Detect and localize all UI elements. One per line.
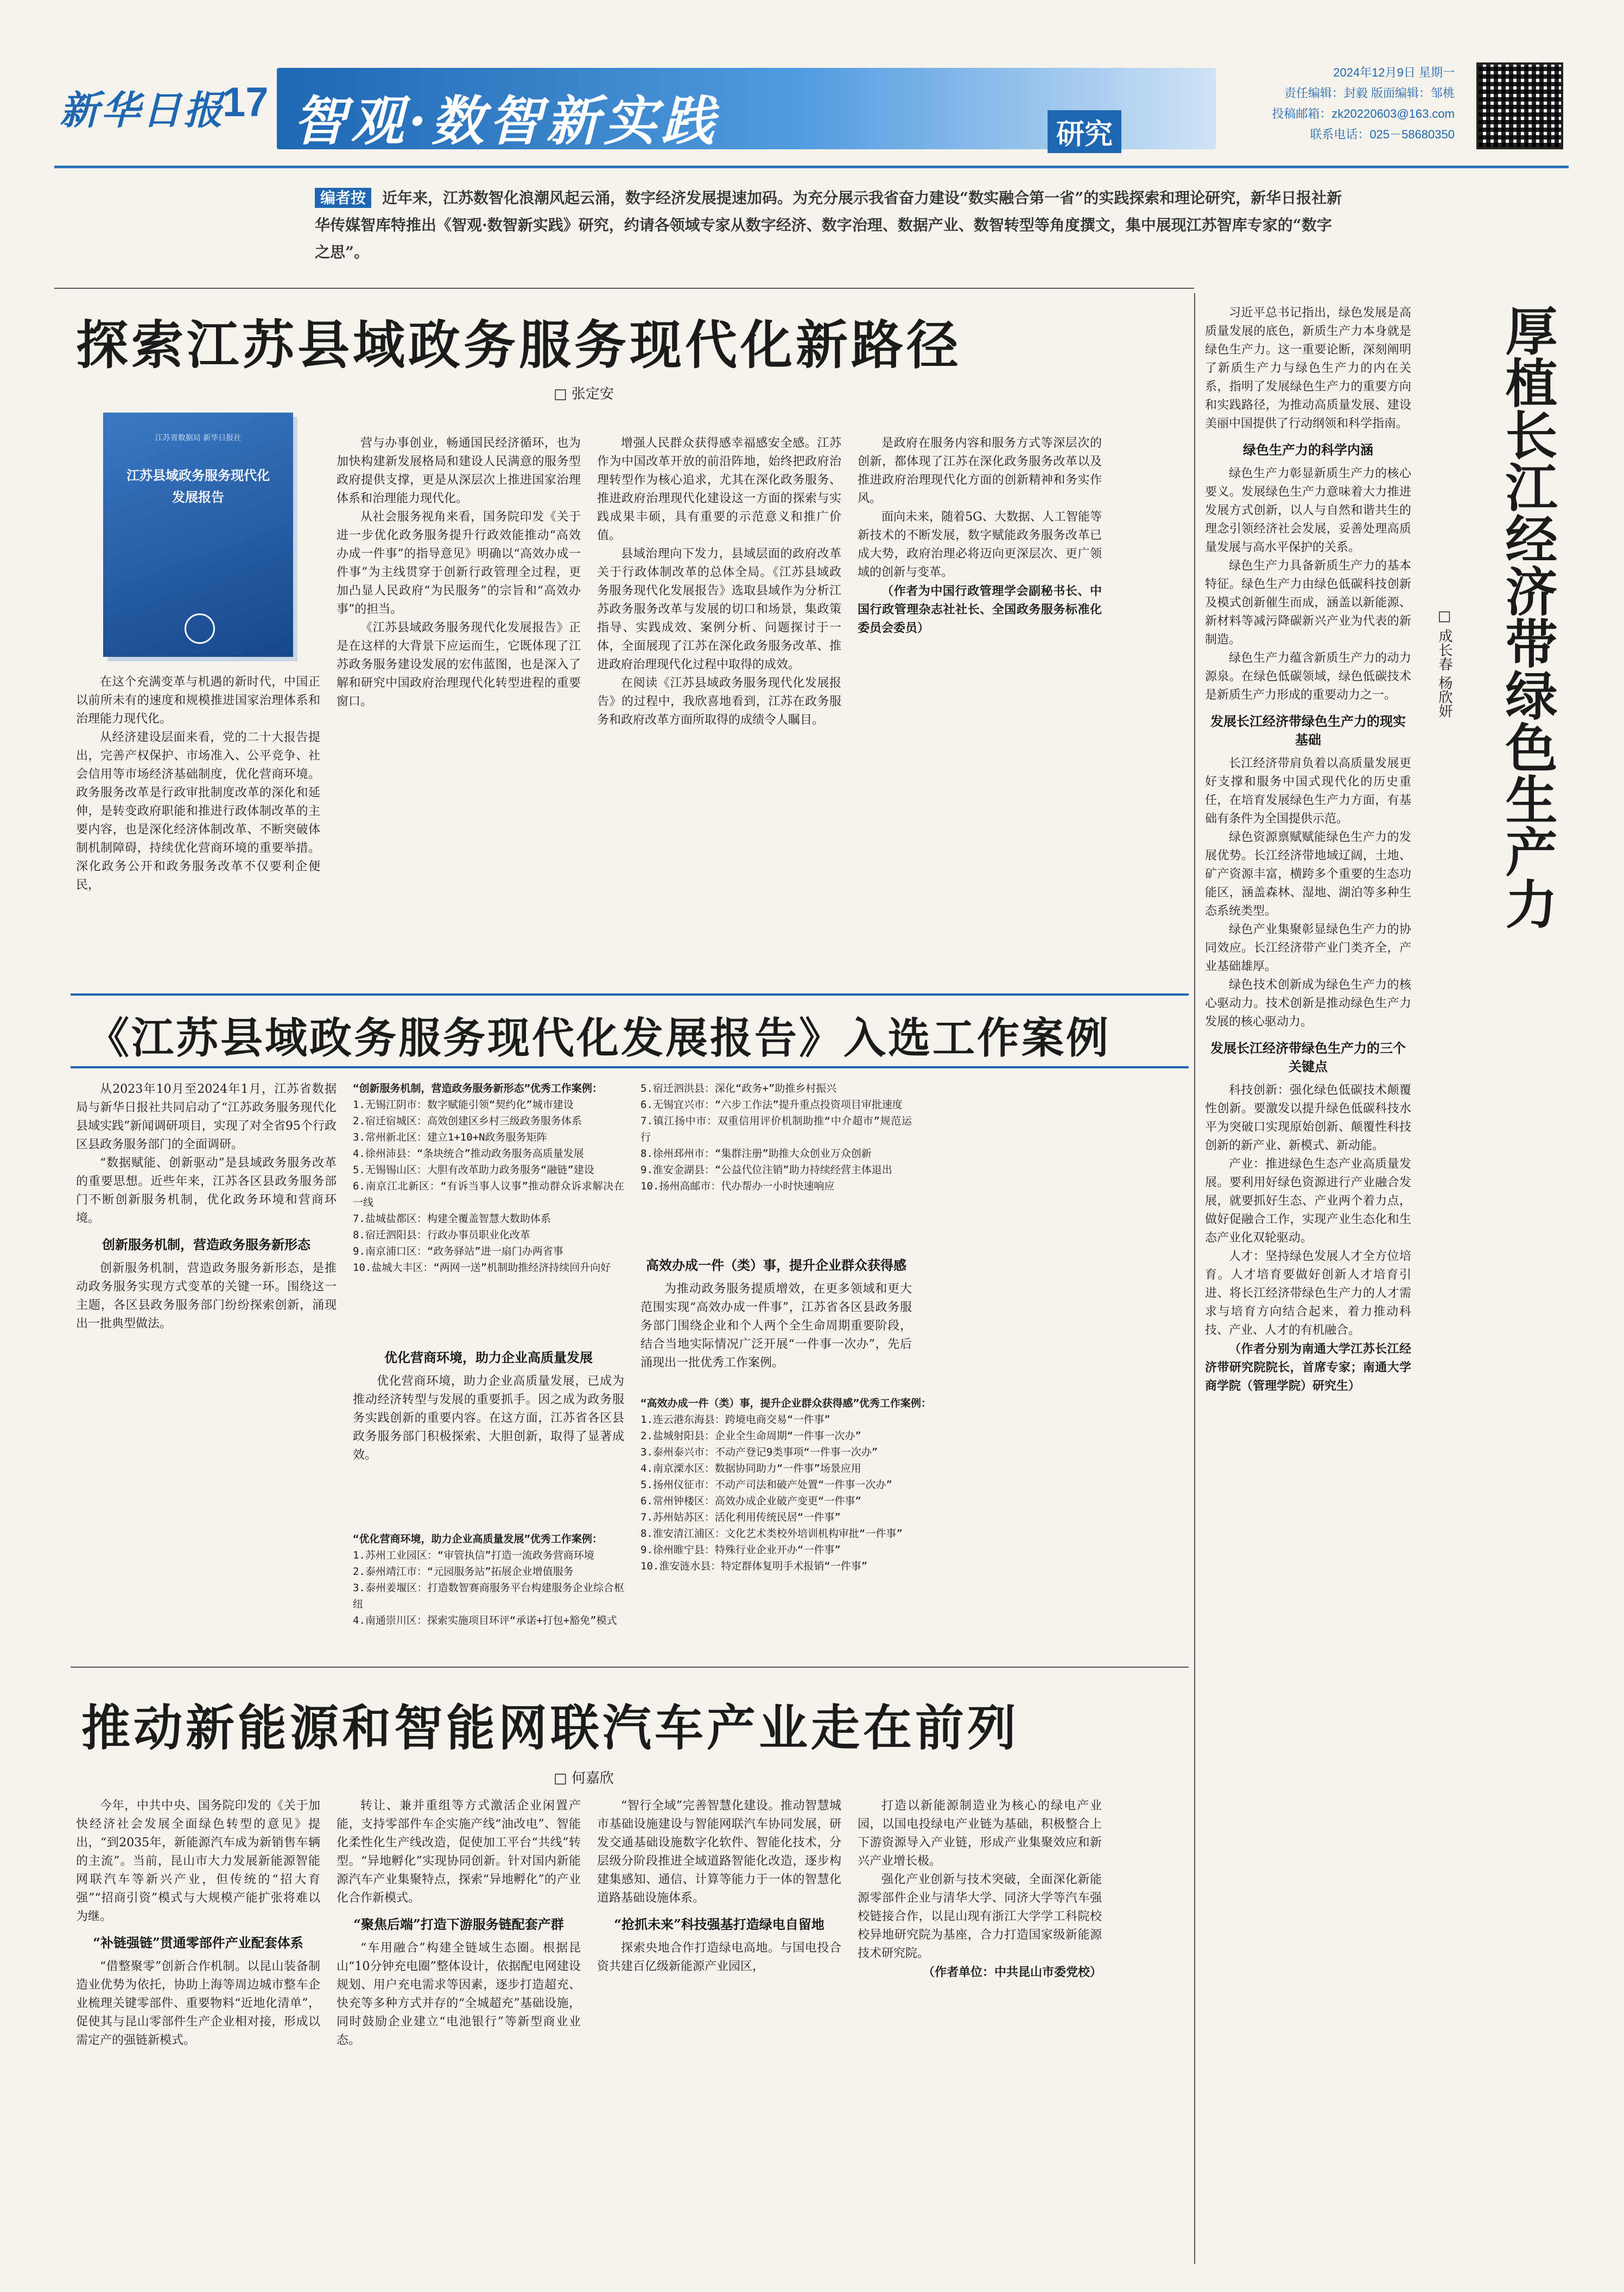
- article3-col2: 转让、兼并重组等方式激活企业闲置产能，支持零部件车企实施产线“油改电”、智能化柔性化生产线改造，促使加工平台“共线”转型。“异地孵化”实现协同创新。针对国内新能源汽车产业集聚特点，探索“异地孵化”的产业化合作新模式。 “聚焦后端”打造下游服务链配套产群 “车用融合”构建全链域生态圈。根据昆山“10分钟充电圈”整体设计，依据配电网建设规划、用户充电需求等因素，逐步打造超充、快充等多种方式并存的“全城超充”基础设施，同时鼓励企业建立“电池银行”等新型商业业态。: [337, 1799, 581, 2047]
- newspaper-logo: 新华日报: [60, 87, 225, 133]
- list2-title: “优化营商环境，助力企业高质量发展”优秀工作案例：: [353, 1533, 602, 1545]
- book-title: 江苏县域政务服务现代化发展报告: [126, 467, 270, 505]
- article1-col3: 增强人民群众获得感幸福感安全感。江苏作为中国改革开放的前沿阵地，始终把政府治理转型作为核心追求，尤其在深化政务服务、推进政府治理现代化建设这一方面的探索与实践成果丰硕，具有重要的示范意义和推广价值。 县域治理向下发力，县域层面的政府改革关于行政体制改革的总体全局。《江苏县域政务服务现代化发展报告》选取县域作为分析江苏政务服务改革与发展的切口和场景，集政策指导、实践成效、案例分析、问题探讨于一体，全面展现了江苏在深化政务服务改革、推进政府治理现代化过程中取得的成效。 在阅读《江苏县域政务服务现代化发展报告》的过程中，我欣喜地看到，江苏在政务服务和政府改革方面所取得的成绩令人瞩目。: [597, 436, 841, 727]
- editor-info: 责任编辑：封毅 版面编辑：邹桃: [1284, 86, 1455, 100]
- article3-subhead2: “聚焦后端”打造下游服务链配套产群: [353, 1916, 564, 1932]
- column-divider: [1194, 293, 1195, 2264]
- article4-subhead3: 发展长江经济带绿色生产力的三个关键点: [1210, 1040, 1406, 1074]
- article1-col4: 是政府在服务内容和服务方式等深层次的创新，都体现了江苏在深化政务服务改革以及推进政府治理现代化方面的创新精神和务实作风。 面向未来，随着5G、大数据、人工智能等新技术的不断发展，数字赋能政务服务改革已成大势，政府治理必将迈向更深层次、更广领域的创新与变革。 （作者为中国行政管理学会副秘书长、中国行政管理杂志社社长、全国政务服务标准化委员会委员）: [858, 436, 1102, 635]
- article3-col3: “智行全域”完善智慧化建设。推动智慧城市基础设施建设与智能网联汽车协同发展，研发交通基础设施数字化软件、智能化技术，分层级分阶段推进全域道路智能化改造，逐步构建集感知、通信、计算等能力于一体的智慧化道路基础设施体系。 “抢抓未来”科技强基打造绿电自留地 探索央地合作打造绿电高地。与国电投合资共建百亿级新能源产业园区，: [597, 1799, 841, 1973]
- book-logo-icon: [185, 613, 215, 644]
- article2-title: 《江苏县域政务服务现代化发展报告》入选工作案例: [87, 1014, 1111, 1063]
- masthead: [54, 62, 1569, 155]
- divider: [54, 288, 1194, 289]
- article2-list1: “创新服务机制，营造政务服务新形态”优秀工作案例： 1.无锡江阴市：数字赋能引领“契约化”城市建设 2.宿迁宿城区：高效创建区乡村三级政务服务体系 3.常州新北区：建立1+10+N政务服务矩阵 4.徐州沛县：“条块统合”推动政务服务高质量发展 5.无锡锡山区：大胆有改革助力政务服务“融链”建设 6.南京江北新区：“有诉当事人议事”推动群众诉求解决在一线 7.盐城盐都区：构建全覆盖智慧大数助体系 8.宿迁泗阳县：行政办事员职业化改革 9.南京浦口区：“政务驿站”进一扇门办两省事 10.盐城大丰区：“两网一送”机制助推经济持续回升向好: [353, 1080, 624, 1335]
- editor-note-label: 编者按: [315, 188, 371, 208]
- article3-title: 推动新能源和智能网联汽车产业走在前列: [81, 1699, 1019, 1757]
- article2-col3: 高效办成一件（类）事，提升企业群众获得感 为推动政务服务提质增效，在更多领域和更大范围实现“高效办成一件事”，江苏省各区县政务服务部门围绕企业和个人两个全生命周期重要阶段，结合当地实际情况广泛开展“一件事一次办”，先后涌现出一批优秀工作案例。: [640, 1257, 912, 1370]
- article4-subhead2: 发展长江经济带绿色生产力的现实基础: [1210, 713, 1406, 748]
- article3-subhead3: “抢抓未来”科技强基打造绿电自留地: [614, 1916, 824, 1932]
- article1-col1: 在这个充满变革与机遇的新时代，中国正以前所未有的速度和规模推进国家治理体系和治理能力现代化。 从经济建设层面来看，党的二十大报告提出，完善产权保护、市场准入、公平竞争、社会信用等市场经济基础制度，优化营商环境。政务服务改革是行政审批制度改革的深化和延伸，是转变政府职能和推进行政体制改革的主要内容，也是深化经济体制改革、不断突破体制机制障碍，持续优化营商环境的重要举措。深化政务公开和政务服务改革不仅要利企便民，: [76, 675, 320, 892]
- qr-code-icon: [1476, 62, 1563, 149]
- article1-col2: 营与办事创业，畅通国民经济循环，也为加快构建新发展格局和建设人民满意的服务型政府提供支撑，更是从深层次上推进国家治理体系和治理能力现代化。 从社会服务视角来看，国务院印发《关于进一步优化政务服务提升行政效能推动“高效办成一件事”的指导意见》明确以“高效办成一件事”为主线贯穿于创新行政管理全过程，更加凸显人民政府“为民服务”的宗旨和“高效办事”的担当。 《江苏县域政务服务现代化发展报告》正是在这样的大背景下应运而生，它既体现了江苏政务服务建设发展的宏伟蓝图，也是深入了解和研究中国政府治理现代化转型进程的重要窗口。: [337, 436, 581, 708]
- editor-note: [315, 185, 1346, 266]
- article2-list2b: 5.宿迁泗洪县：深化“政务+”助推乡村振兴 6.无锡宜兴市：“六步工作法”提升重点投资项目审批速度 7.镇江扬中市：双重信用评价机制助推“中介超市”规范运行 8.徐州邳州市：“集群注册”助推大众创业万众创新 9.淮安金湖县：“公益代位注销”助力持续经营主体退出 10.扬州高邮市：代办帮办一小时快速响应: [640, 1082, 912, 1192]
- article1-author: □ 张定安: [554, 386, 614, 402]
- divider: [71, 1667, 1189, 1668]
- phone: 联系电话：025－58680350: [1310, 128, 1455, 141]
- section-subtitle: 研究: [1048, 110, 1121, 153]
- article4-author: □ 成长春 杨欣妍: [1436, 608, 1452, 718]
- page-number: 17: [223, 79, 269, 125]
- article4-title: 厚植长江经济带绿色生产力: [1497, 304, 1558, 929]
- article3-subhead1: “补链强链”贯通零部件产业配套体系: [93, 1935, 303, 1951]
- article3-col4: 打造以新能源制造业为核心的绿电产业园，以国电投绿电产业链为基础，积极整合上下游资源导入产业链，形成产业集聚效应和新兴产业增长极。 强化产业创新与技术突破，全面深化新能源零部件企业与清华大学、同济大学等汽车强校链接合作，以昆山现有浙江大学学工科院校校异地研究院为基座，合力打造国家级新能源技术研究院。 （作者单位：中共昆山市委党校）: [858, 1799, 1102, 1979]
- article4-col1: 习近平总书记指出，绿色发展是高质量发展的底色，新质生产力本身就是绿色生产力。这一重要论断，深刻阐明了新质生产力与绿色生产力的内在关系，指明了发展绿色生产力的重要方向和实践路径，为推动高质量发展、建设美丽中国提供了行动纲领和科学指南。 绿色生产力的科学内涵 绿色生产力彰显新质生产力的核心要义。发展绿色生产力意味着大力推进发展方式创新，以人与自然和谐共生的理念引领经济社会发展，妥善处理高质量发展与高水平保护的关系。 绿色生产力具备新质生产力的基本特征。绿色生产力由绿色低碳科技创新及模式创新催生而成，涵盖以新能源、新材料等减污降碳新兴产业为代表的新制造。 绿色生产力蕴含新质生产力的动力源泉。在绿色低碳领域，绿色低碳技术是新质生产力形成的重要动力之一。 发展长江经济带绿色生产力的现实基础 长江经济带肩负着以高质量发展更好支撑和服务中国式现代化的历史重任，在培育发展绿色生产力方面，有基础有条件为全国提供示范。 绿色资源禀赋赋能绿色生产力的发展优势。长江经济带地域辽阔，土地、矿产资源丰富，横跨多个重要的生态功能区，涵盖森林、湿地、湖泊等多种生态系统类型。 绿色产业集聚彰显绿色生产力的协同效应。长江经济带产业门类齐全，产业基础雄厚。 绿色技术创新成为绿色生产力的核心驱动力。技术创新是推动绿色生产力发展的核心驱动力。 发展长江经济带绿色生产力的三个关键点 科技创新：强化绿色低碳技术颠覆性创新。要激发以提升绿色低碳科技水平为突破口实现原始创新、颠覆性科技创新的新产业、新模式、新动能。 产业：推进绿色生态产业高质量发展。要利用好绿色资源进行产业融合发展，就要抓好生态、产业两个着力点，做好促融合工作，实现产业生态化和生态产业化双轮驱动。 人才：坚持绿色发展人才全方位培育。人才培育要做好创新人才培育引进、将长江经济带绿色生产力的人才需求与培育方向结合起来，着力推动科技、产业、人才的有机融合。 （作者分别为南通大学江苏长江经济带研究院院长，首席专家；南通大学商学院（管理学院）研究生）: [1205, 306, 1411, 1393]
- email: 投稿邮箱：zk20220603@163.com: [1272, 107, 1455, 121]
- list1-title: “创新服务机制，营造政务服务新形态”优秀工作案例：: [353, 1082, 602, 1094]
- article2-list3: “高效办成一件（类）事，提升企业群众获得感”优秀工作案例： 1.连云港东海县：跨境电商交易“一件事” 2.盐城射阳县：企业全生命周期“一件事一次办” 3.泰州泰兴市：不动产登记9类事项“一件事一次办” 4.南京溧水区：数据协同助力“一件事”场景应用 5.扬州仪征市：不动产司法和破产处置“一件事一次办” 6.常州钟楼区：高效办成企业破产变更“一件事” 7.苏州姑苏区：活化利用传统民居“一件事” 8.淮安清江浦区：文化艺术类校外培训机构审批“一件事” 9.徐州睢宁县：特殊行业企业开办“一件事” 10.淮安涟水县：特定群体复明手术报销“一件事”: [640, 1395, 944, 1656]
- book-publisher: 江苏省数据局 新华日报社: [155, 434, 242, 442]
- article2-col1: 从2023年10月至2024年1月，江苏省数据局与新华日报社共同启动了“江苏政务服务现代化县域实践”新闻调研项目，实现了对全省95个行政区县政务服务部门的全面调研。 “数据赋能、创新驱动”是县域政务服务改革的重要思想。近些年来，江苏各区县政务服务部门不断创新服务机制，优化政务环境和营商环境。 创新服务机制，营造政务服务新形态 创新服务机制，营造政务服务新形态，是推动政务服务实现方式变革的关键一环。围绕这一主题，各区县政务服务部门纷纷探索创新，涌现出一批典型做法。: [76, 1082, 337, 1331]
- editor-note-text: 近年来，江苏数智化浪潮风起云涌，数字经济发展提速加码。为充分展示我省奋力建设“数实融合第一省”的实践探索和理论研究，新华日报社新华传媒智库特推出《智观·数智新实践》研究，约请各领域专家从数字经济、数字治理、数据产业、数智转型等角度撰文，集中展现江苏智库专家的“数字之思”。: [315, 189, 1342, 261]
- article2-subhead3: 高效办成一件（类）事，提升企业群众获得感: [646, 1257, 906, 1273]
- article2-list2: “优化营商环境，助力企业高质量发展”优秀工作案例： 1.苏州工业园区：“审管执信”打造一流政务营商环境 2.泰州靖江市：“元园服务站”拓展企业增值服务 3.泰州姜堰区：打造数智赛商服务平台构建服务企业综合枢纽 4.南通崇川区：探索实施项目环评“承诺+打包+豁免”模式: [353, 1531, 624, 1656]
- article2-subhead1: 创新服务机制，营造政务服务新形态: [102, 1237, 310, 1252]
- article4-subhead1: 绿色生产力的科学内涵: [1243, 442, 1373, 458]
- list3-title: “高效办成一件（类）事，提升企业群众获得感”优秀工作案例：: [640, 1397, 931, 1409]
- date: 2024年12月9日 星期一: [1333, 66, 1455, 79]
- article2-col2: 优化营商环境，助力企业高质量发展 优化营商环境，助力企业高质量发展，已成为推动经济转型与发展的重要抓手。因之成为政务服务实践创新的重要内容。在这方面，江苏省各区县政务服务部门积极探索、大胆创新，取得了显著成效。: [353, 1350, 624, 1462]
- section-title: 智观·数智新实践: [293, 90, 719, 153]
- masthead-rule: [54, 166, 1569, 168]
- book-cover: [103, 413, 293, 657]
- article2-subhead2: 优化营商环境，助力企业高质量发展: [384, 1350, 593, 1365]
- article3-author: □ 何嘉欣: [554, 1770, 614, 1787]
- article3-col1: 今年，中共中央、国务院印发的《关于加快经济社会发展全面绿色转型的意见》提出，“到2035年，新能源汽车成为新销售车辆的主流”。当前，昆山市大力发展新能源智能网联汽车等新兴产业，但传统的“招大育强”“招商引资”模式与大规模产能扩张将难以为继。 “补链强链”贯通零部件产业配套体系 “借整聚零”创新合作机制。以昆山装备制造业优势为依托，协助上海等周边城市整车企业梳理关键零部件、重要物料“近地化清单”，促使其与昆山零部件生产企业相对接，形成以需定产的强链新模式。: [76, 1799, 320, 2047]
- masthead-info: [1227, 62, 1455, 145]
- article1-title: 探索江苏县域政务服务现代化新路径: [76, 314, 962, 376]
